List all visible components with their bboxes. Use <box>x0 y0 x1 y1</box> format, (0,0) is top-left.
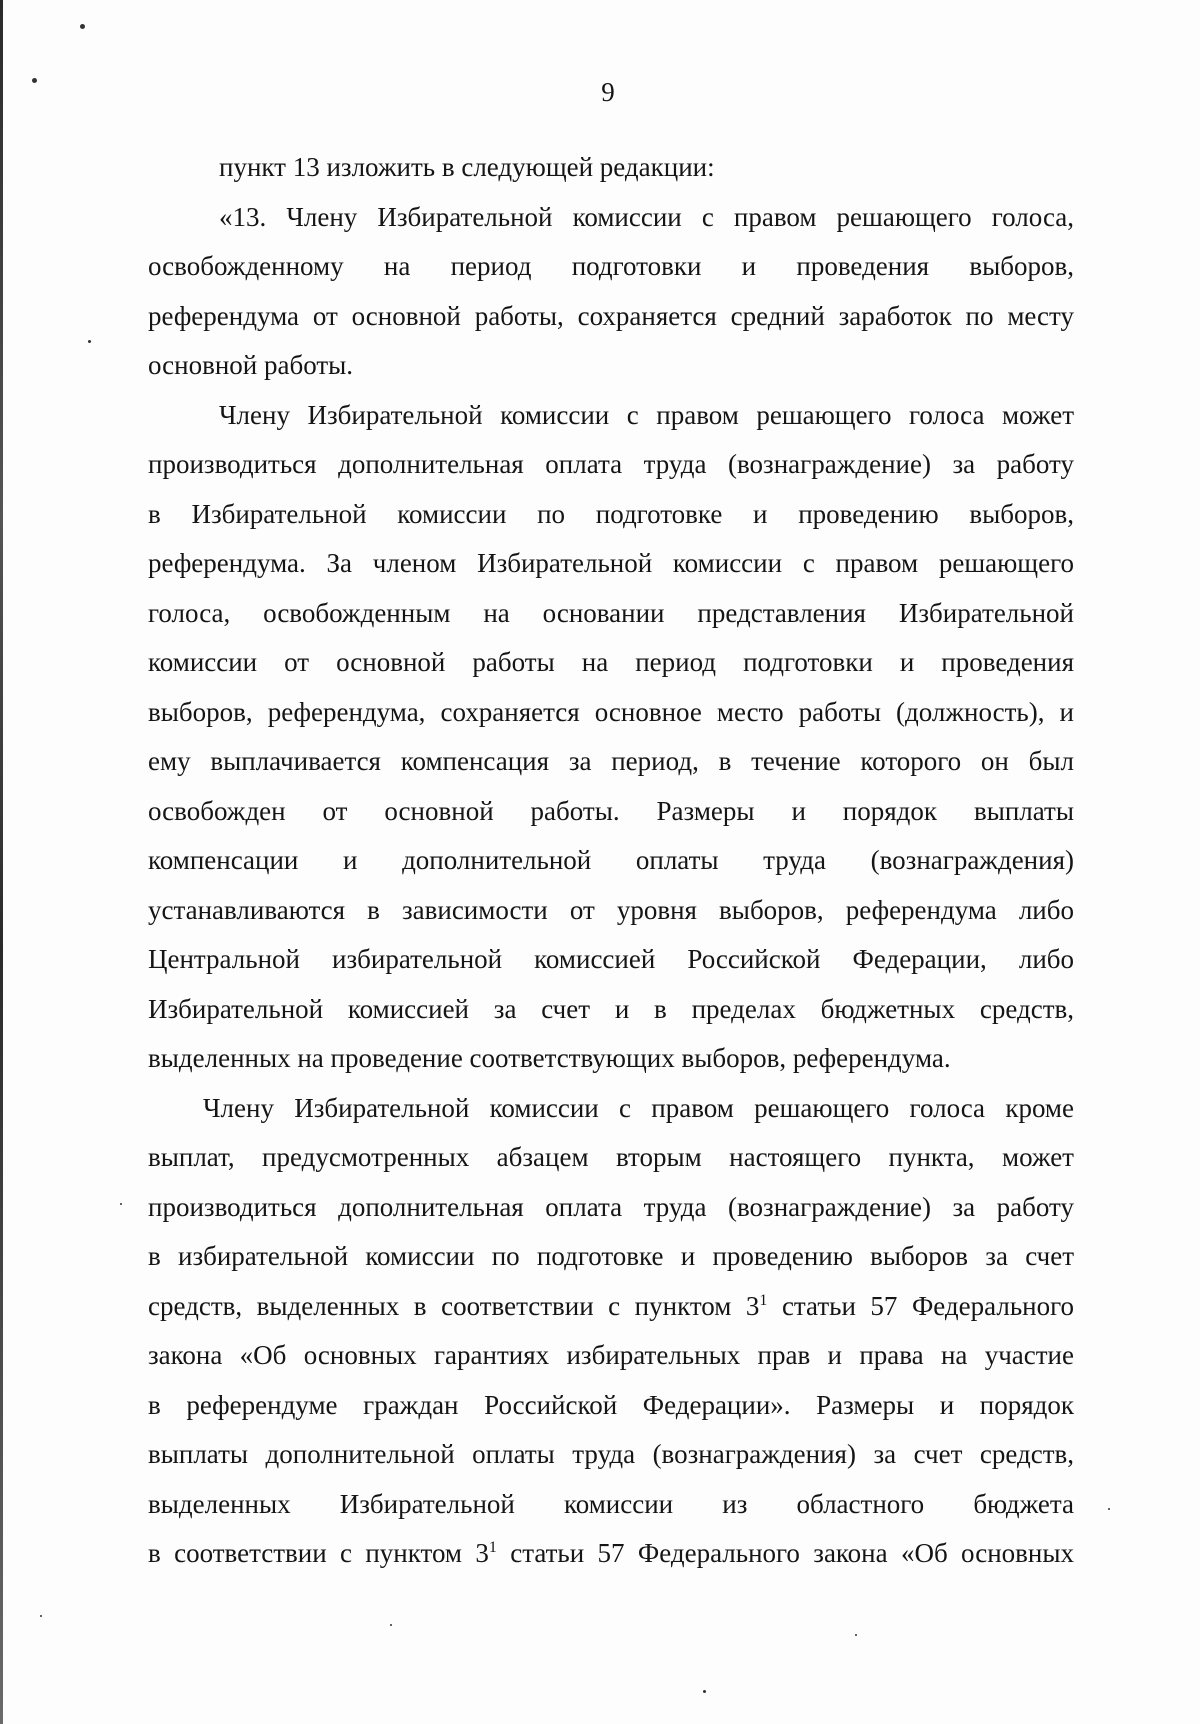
text-line: Центральной избирательной комиссией Российской Федерации, либо <box>148 944 1074 974</box>
text-line <box>148 1282 1074 1332</box>
text-line: пункт 13 изложить в следующей редакции: <box>219 152 715 182</box>
text-line: Члену Избирательной комиссии с правом решающего голоса может <box>219 399 1074 430</box>
scan-speck <box>80 24 85 29</box>
scan-speck <box>120 1203 122 1205</box>
scan-speck <box>390 1624 392 1626</box>
text-line <box>148 1529 1074 1579</box>
text-segment: статьи 57 Федерального <box>767 1290 1074 1321</box>
superscript: 1 <box>488 1539 497 1556</box>
text-line: устанавливаются в зависимости от уровня выборов, референдума либо <box>148 894 1074 925</box>
text-line: референдума от основной работы, сохраняется средний заработок по месту <box>148 300 1074 331</box>
text-line: голоса, освобожденным на основании представления Избирательной <box>148 597 1074 628</box>
text-line: выделенных на проведение соответствующих выборов, референдума. <box>148 1043 951 1073</box>
text-line: референдума. За членом Избирательной комиссии с правом решающего <box>148 548 1074 578</box>
text-line: выплат, предусмотренных абзацем вторым настоящего пункта, может <box>148 1142 1074 1172</box>
text-segment: в соответствии с пунктом 3 <box>148 1538 489 1568</box>
text-line: Члену Избирательной комиссии с правом решающего голоса кроме <box>203 1092 1074 1123</box>
text-line: «13. Члену Избирательной комиссии с правом решающего голоса, <box>219 201 1074 232</box>
scan-speck <box>40 1615 42 1617</box>
text-line: Избирательной комиссией за счет и в пределах бюджетных средств, <box>148 993 1074 1024</box>
scan-speck <box>88 340 91 343</box>
text-line: в избирательной комиссии по подготовке и проведению выборов за счет <box>148 1241 1074 1271</box>
text-line: освобожден от основной работы. Размеры и порядок выплаты <box>148 795 1074 826</box>
document-body <box>148 143 1074 1579</box>
text-line: компенсации и дополнительной оплаты труда (вознаграждения) <box>148 845 1074 875</box>
text-segment: статьи 57 Федерального закона «Об основных <box>496 1538 1074 1568</box>
text-line: ему выплачивается компенсация за период, в течение которого он был <box>148 746 1074 776</box>
scan-speck <box>855 1634 857 1636</box>
scan-edge <box>0 0 3 1724</box>
scan-speck <box>1108 1508 1110 1510</box>
scan-speck <box>703 1690 706 1693</box>
text-line: закона «Об основных гарантиях избирательных прав и права на участие <box>148 1340 1074 1370</box>
text-line: производиться дополнительная оплата труда (вознаграждение) за работу <box>148 449 1074 479</box>
superscript: 1 <box>759 1291 768 1309</box>
text-line: выделенных Избирательной комиссии из областного бюджета <box>148 1488 1074 1519</box>
text-line: комиссии от основной работы на период подготовки и проведения <box>148 647 1074 677</box>
text-line: выборов, референдума, сохраняется основное место работы (должность), и <box>148 696 1074 727</box>
text-line: основной работы. <box>148 350 354 380</box>
page-number: 9 <box>601 77 615 107</box>
text-line: выплаты дополнительной оплаты труда (вознаграждения) за счет средств, <box>148 1439 1074 1469</box>
text-line: в Избирательной комиссии по подготовке и проведению выборов, <box>148 498 1074 529</box>
text-segment: средств, выделенных в соответствии с пунктом 3 <box>148 1290 760 1321</box>
text-line: производиться дополнительная оплата труда (вознаграждение) за работу <box>148 1191 1074 1222</box>
text-line: в референдуме граждан Российской Федерации». Размеры и порядок <box>148 1389 1074 1420</box>
text-line: освобожденному на период подготовки и проведения выборов, <box>148 251 1074 281</box>
